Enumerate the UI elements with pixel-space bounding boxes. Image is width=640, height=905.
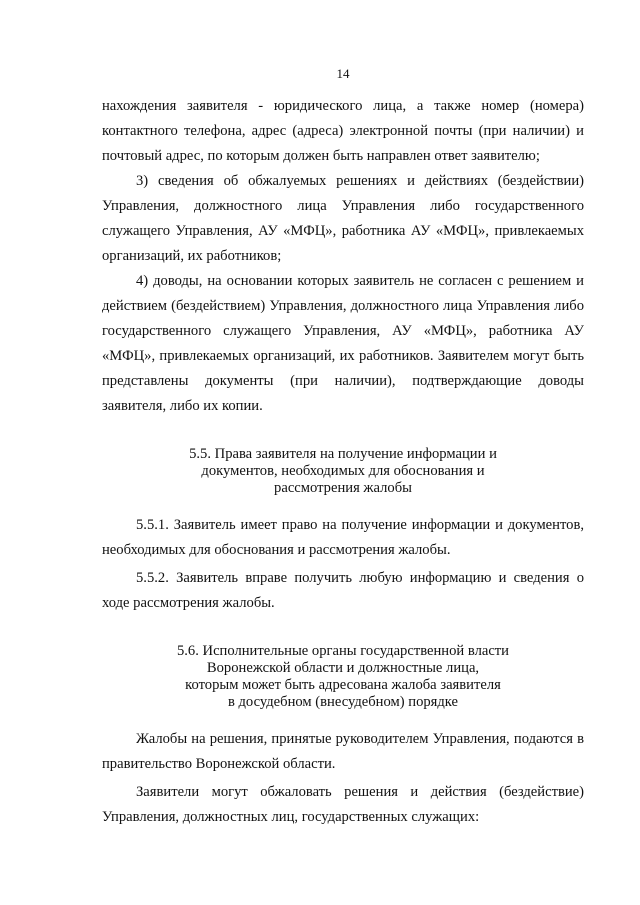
section-heading-line: в досудебном (внесудебном) порядке xyxy=(227,694,459,710)
page-number: 14 xyxy=(336,66,350,81)
paragraph-complaints: Жалобы на решения, принятые руководителем Управления, подаются в правительство Воронежской области. xyxy=(102,731,584,772)
section-5-6-heading xyxy=(143,643,543,711)
section-heading-line: которым может быть адресована жалоба заявителя xyxy=(185,677,501,693)
section-heading-line: рассмотрения жалобы xyxy=(274,480,412,496)
paragraph-5-5-1: 5.5.1. Заявитель имеет право на получение информации и документов, необходимых для обоснования и рассмотрения жалобы. xyxy=(102,517,584,558)
section-heading-line: Воронежской области и должностные лица, xyxy=(206,660,480,676)
paragraph-appeal: Заявители могут обжаловать решения и действия (бездействие) Управления, должностных лиц, государственных служащих: xyxy=(102,784,584,825)
paragraph-item-4: 4) доводы, на основании которых заявитель не согласен с решением и действием (бездействием) Управления, должностного лица Управления либо государственного служащего Управления, АУ «МФЦ», работника АУ «МФЦ», привлекаемых организаций, их работников. Заявителем могут быть представлены документы (при наличии), подтверждающие доводы заявителя, либо их копии. xyxy=(102,273,584,414)
paragraph-continuation: нахождения заявителя - юридического лица, а также номер (номера) контактного телефона, адрес (адреса) электронной почты (при наличии) и почтовый адрес, по которым должен быть направлен ответ заявителю; xyxy=(102,98,584,164)
paragraph-item-3: 3) сведения об обжалуемых решениях и действиях (бездействии) Управления, должностного лица Управления либо государственного служащего Управления, АУ «МФЦ», работника АУ «МФЦ», привлекаемых организаций, их работников; xyxy=(102,173,584,264)
section-heading-line: 5.6. Исполнительные органы государственной власти xyxy=(176,643,509,659)
section-5-5-heading xyxy=(143,446,543,497)
document-body xyxy=(102,94,584,830)
section-heading-line: документов, необходимых для обоснования и xyxy=(201,463,485,479)
paragraph-5-5-2: 5.5.2. Заявитель вправе получить любую информацию и сведения о ходе рассмотрения жалобы. xyxy=(102,570,584,611)
section-heading-line: 5.5. Права заявителя на получение информации и xyxy=(189,446,497,462)
